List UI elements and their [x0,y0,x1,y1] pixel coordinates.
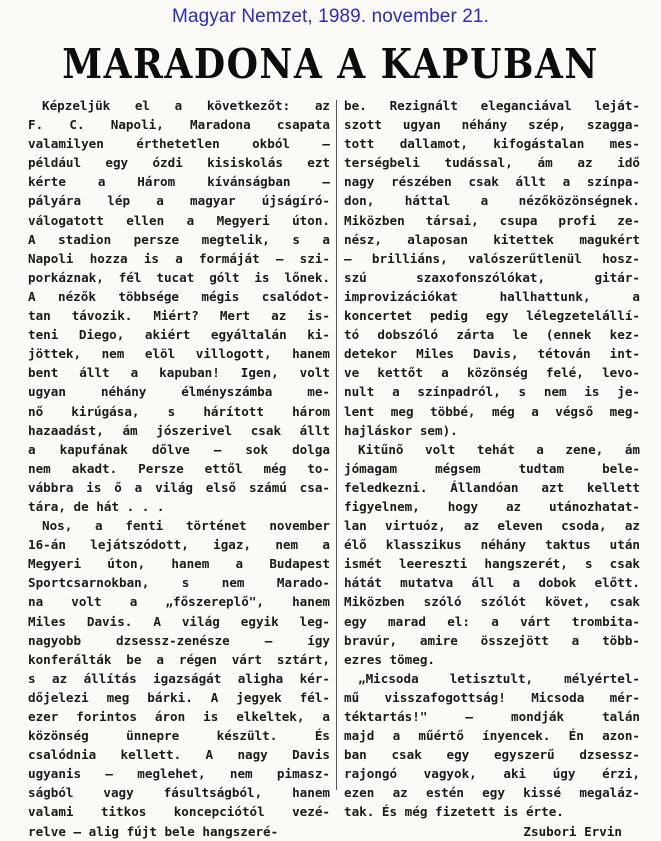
text-line: lent meg többé, még a végső meg- [344,403,640,419]
text-line: tak. És még fizetett is érte. [344,804,564,820]
text-line: relve — alig fújt bele hangszeré- [28,823,279,839]
text-line: ezres tömeg. [344,651,435,667]
text-line: nész, alaposan kitettek magukért [344,231,640,247]
left-column [28,96,330,841]
text-line: valami titkos koncepciótól vezé- [28,804,330,820]
text-line: bent állt a kapuban! Igen, volt [28,365,330,381]
text-line: ságból vagy fásultságból, hanem [28,785,330,801]
text-line: rajongó vagyok, aki úgy érzi, [344,766,640,782]
text-line: Nos, a fenti történet november [42,518,330,534]
text-line: hajláskor sem). [344,422,458,438]
text-line: nő kirúgása, s hárított három [28,403,330,419]
text-line: tó dobszóló zárta le (ennek kez- [344,327,640,343]
text-line: — brilliáns, valószerűtlenül hosz- [344,250,640,266]
column-divider [336,100,337,790]
text-line: közönség ünnepre készült. És [28,728,330,744]
text-line: majd a műértő ínyencek. Én azon- [344,728,640,744]
text-line: Miközben szóló szólót követ, csak [344,594,640,610]
text-line: Megyeri úton, hanem a Budapest [28,556,330,572]
text-line: hazaadást, ám jószerivel csak állt [28,422,330,438]
text-line: bravúr, amire összejött a több- [344,632,640,648]
author-signature: Zsubori Ervin [523,823,622,839]
text-line: Sportcsarnokban, s nem Marado- [28,575,330,591]
text-line: ezen az estén egy kissé megaláz- [344,785,640,801]
text-line: ugyanis — meglehet, nem pimasz- [28,766,330,782]
text-line: téktartás!" — mondják talán [344,709,640,724]
text-line: tan távozik. Miért? Mert az is- [28,308,330,324]
text-line: szott ugyan néhány szép, szagga- [344,117,640,133]
text-line: mű visszafogottság! Micsoda mér- [344,689,640,705]
text-line: élő klasszikus néhány taktus után [344,537,640,553]
text-line: tott dallamot, kifogástalan mes- [344,136,640,152]
text-line: Miles Davis. A világ egyik leg- [28,613,330,629]
text-line: ban csak egy egyszerű dzsessz- [344,747,640,763]
text-line: ve kettőt a közönség felé, levo- [344,365,640,381]
text-line: valamilyen érthetetlen okból — [28,136,330,152]
text-line: improvizációkat hallhattunk, a [344,288,640,304]
text-line: lan virtuóz, az eleven csoda, az [344,518,640,534]
text-line: egy marad el: a várt trombita- [344,613,640,629]
text-line: szú szaxofonszólókat, gitár- [344,269,640,285]
text-line: Kitűnő volt tehát a zene, ám [358,441,640,457]
text-line: F. C. Napoli, Maradona csapata [28,117,330,133]
text-line: a kapufának dőlve — sok dolga [28,441,330,457]
text-line: pályára lép a magyar újságíró- [28,193,330,209]
text-line: s az állítás igazságát aligha kér- [28,670,330,686]
text-line: na volt a „főszereplő", hanem [28,594,330,610]
right-column [344,96,640,841]
text-line: válogatott ellen a Megyeri úton. [28,212,330,228]
article-headline: MARADONA A KAPUBAN [62,40,599,89]
text-line: 16-án lejátszódott, igaz, nem a [28,537,330,553]
text-line: nem akadt. Persze ettől még to- [28,460,330,476]
text-line: jöttek, nem elöl villogott, hanem [28,346,330,362]
source-caption: Magyar Nemzet, 1989. november 21. [172,6,489,27]
text-line: ezer forintos áron is elkeltek, a [28,709,330,724]
text-line: kérte a Három kívánságban — [28,174,330,190]
text-line: don, háttal a nézőközönségnek. [344,193,640,209]
text-line: koncertet pedig egy lélegzetelállí- [344,308,640,324]
text-line: teni Diego, akiért egyáltalán ki- [28,327,330,343]
text-line: ismét leereszti hangszerét, s csak [344,556,640,572]
text-line: Napoli hozza is a formáját — szi- [28,250,330,266]
text-line: detekor Miles Davis, tétován int- [344,346,640,362]
text-line: tára, de hát . . . [28,498,165,514]
text-line: ugyan néhány élményszámba me- [28,384,330,400]
text-line: „Micsoda letisztult, mélyértel- [358,670,640,686]
text-line: vábbra is ő a világ első számú csa- [28,479,330,495]
text-line: nagy részében csak állt a színpa- [344,174,640,190]
text-line: nult a színpadról, s nem is je- [344,384,640,400]
text-line: A nézők többsége mégis csalódot- [28,288,330,304]
text-line: konferálták be a régen várt sztárt, [28,651,330,667]
text-line: hátát mutatva áll a dobok előtt. [344,575,640,591]
text-line: csalódnia kellett. A nagy Davis [28,747,330,763]
text-line: Képzeljük el a következőt: az [42,98,330,113]
text-line: figyelnem, hogy az utánozhatat- [344,498,640,514]
text-line: porkáznak, fél tucat gólt is lőnek. [28,269,330,285]
text-line: dőjelezi meg bárki. A jegyek fél- [28,689,330,705]
text-line: például egy ózdi kisiskolás ezt [28,155,330,171]
text-line: nagyobb dzsessz-zenésze — így [28,632,330,648]
text-line: Miközben társai, csupa profi ze- [344,212,640,228]
text-line: feledkezni. Állandóan azt kellett [344,479,640,495]
text-line: A stadion persze megtelik, s a [28,231,330,247]
text-line: jómagam mégsem tudtam bele- [344,460,640,476]
text-line: be. Rezignált eleganciával leját- [344,98,640,113]
text-line: terségbeli tudással, ám az idő [344,155,640,171]
